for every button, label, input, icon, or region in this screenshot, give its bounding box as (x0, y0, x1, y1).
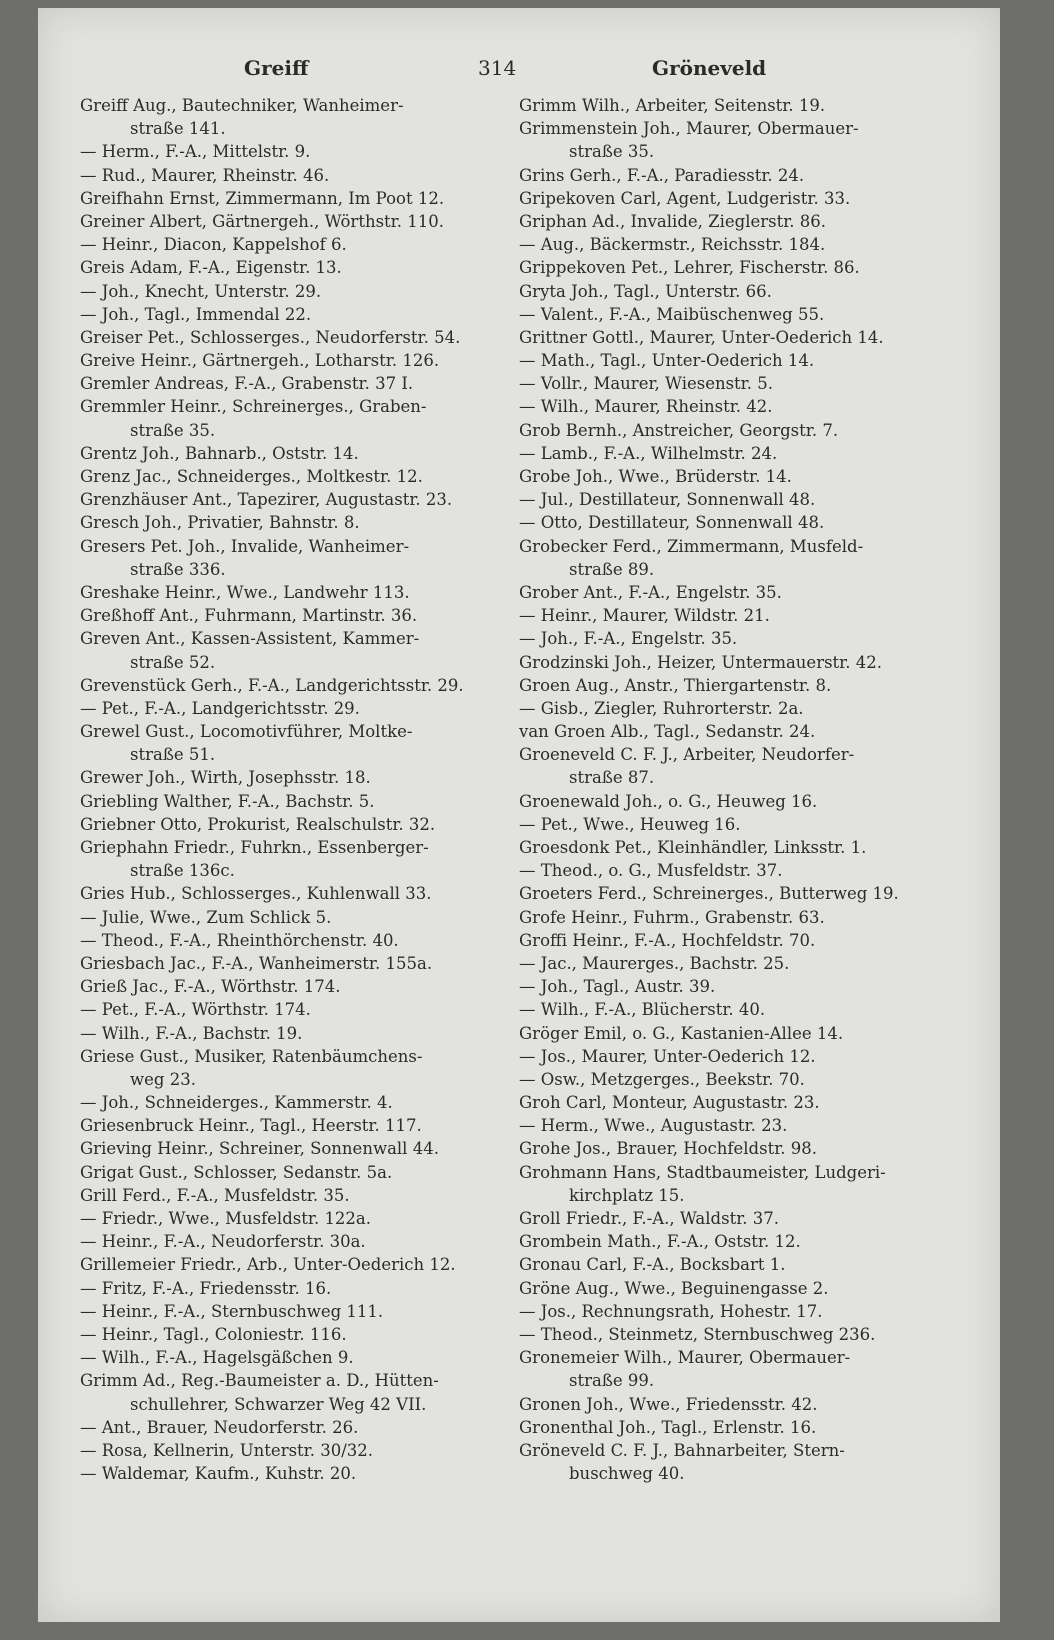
directory-entry: — Wilh., F.-A., Bachstr. 19. (80, 1023, 303, 1043)
directory-entry: Griese Gust., Musiker, Ratenbäumchens- (80, 1046, 423, 1066)
directory-entry: — Rosa, Kellnerin, Unterstr. 30/32. (80, 1440, 374, 1460)
directory-entry: — Julie, Wwe., Zum Schlick 5. (80, 907, 332, 927)
directory-entry: Gröneveld C. F. J., Bahnarbeiter, Stern- (519, 1440, 845, 1460)
directory-entry: — Aug., Bäckermstr., Reichsstr. 184. (519, 235, 826, 255)
directory-entry: Groenewald Joh., o. G., Heuweg 16. (519, 791, 818, 811)
directory-entry: Grill Ferd., F.-A., Musfeldstr. 35. (80, 1185, 350, 1205)
directory-entry: — Jul., Destillateur, Sonnenwall 48. (519, 490, 816, 510)
directory-entry: Groeneveld C. F. J., Arbeiter, Neudorfer- (519, 745, 855, 765)
directory-entry: Griesbach Jac., F.-A., Wanheimerstr. 155a. (80, 953, 433, 973)
directory-entry: Grodzinski Joh., Heizer, Untermauerstr. 42. (519, 652, 882, 672)
directory-entry: — Wilh., Maurer, Rheinstr. 42. (519, 397, 773, 417)
directory-entry: Greifhahn Ernst, Zimmermann, Im Poot 12. (80, 188, 445, 208)
directory-entry-continuation: schullehrer, Schwarzer Weg 42 VII. (130, 1394, 427, 1414)
directory-entry: Grentz Joh., Bahnarb., Oststr. 14. (80, 443, 359, 463)
directory-entry: Gresers Pet. Joh., Invalide, Wanheimer- (80, 536, 410, 556)
directory-entry: — Friedr., Wwe., Musfeldstr. 122a. (80, 1209, 372, 1228)
directory-entry: — Jos., Rechnungsrath, Hohestr. 17. (519, 1301, 823, 1321)
directory-entry: Grobecker Ferd., Zimmermann, Musfeld- (519, 536, 864, 556)
directory-entry: Gryta Joh., Tagl., Unterstr. 66. (519, 281, 772, 301)
directory-entry: — Osw., Metzgerges., Beekstr. 70. (519, 1069, 805, 1089)
directory-entry: Grohmann Hans, Stadtbaumeister, Ludgeri- (519, 1162, 886, 1182)
directory-entry: Grob Bernh., Anstreicher, Georgstr. 7. (519, 420, 839, 440)
directory-entry: Grewel Gust., Locomotivführer, Moltke- (80, 722, 413, 742)
directory-entry: Grofe Heinr., Fuhrm., Grabenstr. 63. (519, 907, 825, 927)
directory-entry: Gremmler Heinr., Schreinerges., Graben- (80, 397, 427, 417)
directory-entry: Groffi Heinr., F.-A., Hochfeldstr. 70. (519, 930, 816, 950)
directory-entry: Grillemeier Friedr., Arb., Unter-Oederich 12. (80, 1255, 456, 1275)
directory-entry: — Theod., F.-A., Rheinthörchenstr. 40. (80, 930, 399, 950)
directory-entry: Greiner Albert, Gärtnergeh., Wörthstr. 110. (80, 211, 444, 231)
directory-entry-continuation: straße 141. (130, 119, 226, 139)
directory-entry: Grigat Gust., Schlosser, Sedanstr. 5a. (80, 1162, 393, 1182)
directory-entry-continuation: straße 136c. (130, 861, 235, 881)
directory-entry: — Joh., Schneiderges., Kammerstr. 4. (80, 1093, 393, 1113)
directory-entry: Groh Carl, Monteur, Augustastr. 23. (519, 1093, 820, 1113)
directory-entry-continuation: weg 23. (130, 1069, 196, 1089)
directory-entry: Gronau Carl, F.-A., Bocksbart 1. (519, 1255, 786, 1275)
directory-entry: — Heinr., Tagl., Coloniestr. 116. (80, 1324, 347, 1344)
directory-entry: Grieß Jac., F.-A., Wörthstr. 174. (80, 977, 341, 997)
directory-entry: Greive Heinr., Gärtnergeh., Lotharstr. 126. (80, 351, 440, 371)
directory-entry: Greiff Aug., Bautechniker, Wanheimer- (80, 96, 404, 115)
directory-entry: — Joh., F.-A., Engelstr. 35. (519, 629, 738, 649)
directory-entry-continuation: straße 35. (569, 142, 655, 162)
directory-entry: Gremler Andreas, F.-A., Grabenstr. 37 I. (80, 374, 414, 394)
directory-entry: Grewer Joh., Wirth, Josephsstr. 18. (80, 768, 371, 788)
directory-entry: — Heinr., F.-A., Neudorferstr. 30a. (80, 1232, 366, 1252)
directory-entry: Grombein Math., F.-A., Oststr. 12. (519, 1232, 801, 1252)
directory-entry: Griphan Ad., Invalide, Zieglerstr. 86. (519, 211, 827, 231)
directory-entry-continuation: straße 51. (130, 745, 216, 765)
directory-entry: Griebling Walther, F.-A., Bachstr. 5. (80, 791, 375, 811)
directory-entry: — Heinr., F.-A., Sternbuschweg 111. (80, 1301, 384, 1321)
directory-entry: — Joh., Knecht, Unterstr. 29. (80, 281, 322, 301)
directory-entry: Grieving Heinr., Schreiner, Sonnenwall 44. (80, 1139, 439, 1159)
directory-entry: — Fritz, F.-A., Friedensstr. 16. (80, 1278, 332, 1298)
directory-entry: — Jac., Maurerges., Bachstr. 25. (519, 953, 790, 973)
directory-entry: — Otto, Destillateur, Sonnenwall 48. (519, 513, 825, 533)
directory-entry: — Valent., F.-A., Maibüschenweg 55. (519, 304, 825, 324)
directory-entry-continuation: straße 99. (569, 1371, 655, 1391)
directory-entry-continuation: straße 89. (569, 559, 655, 579)
directory-entry: — Gisb., Ziegler, Ruhrorterstr. 2a. (519, 698, 804, 718)
directory-entry: Gronemeier Wilh., Maurer, Obermauer- (519, 1348, 851, 1368)
directory-entry: — Pet., F.-A., Landgerichtsstr. 29. (80, 698, 360, 718)
directory-entry: — Joh., Tagl., Immendal 22. (80, 304, 312, 324)
directory-entry: Grippekoven Pet., Lehrer, Fischerstr. 86. (519, 258, 860, 278)
directory-entry: Grimmenstein Joh., Maurer, Obermauer- (519, 119, 859, 139)
page-number: 314 (478, 56, 517, 80)
directory-entry: — Wilh., F.-A., Blücherstr. 40. (519, 1000, 766, 1020)
directory-entry: — Waldemar, Kaufm., Kuhstr. 20. (80, 1464, 357, 1484)
directory-entry: — Wilh., F.-A., Hagelsgäßchen 9. (80, 1348, 354, 1368)
directory-entry: Gronenthal Joh., Tagl., Erlenstr. 16. (519, 1417, 817, 1437)
directory-entry-continuation: kirchplatz 15. (569, 1185, 685, 1205)
directory-entry: — Theod., Steinmetz, Sternbuschweg 236. (519, 1324, 876, 1344)
directory-entry: Greven Ant., Kassen-Assistent, Kammer- (80, 629, 420, 649)
directory-entry-continuation: straße 35. (130, 420, 216, 440)
right-column (519, 94, 939, 1485)
directory-entry: Gresch Joh., Privatier, Bahnstr. 8. (80, 513, 360, 533)
directory-entry: Grober Ant., F.-A., Engelstr. 35. (519, 582, 782, 602)
directory-entry: — Math., Tagl., Unter-Oederich 14. (519, 351, 815, 371)
directory-entry: Groen Aug., Anstr., Thiergartenstr. 8. (519, 675, 832, 695)
directory-entry: — Herm., Wwe., Augustastr. 23. (519, 1116, 788, 1136)
directory-entry: — Ant., Brauer, Neudorferstr. 26. (80, 1417, 359, 1437)
directory-entry: — Rud., Maurer, Rheinstr. 46. (80, 165, 330, 185)
directory-entry: Gröger Emil, o. G., Kastanien-Allee 14. (519, 1023, 844, 1043)
directory-entry: Groesdonk Pet., Kleinhändler, Linksstr. 1. (519, 838, 867, 857)
directory-entry: Grimm Ad., Reg.-Baumeister a. D., Hütten- (80, 1371, 439, 1391)
directory-entry: Greshake Heinr., Wwe., Landwehr 113. (80, 582, 410, 602)
directory-entry: Gronen Joh., Wwe., Friedensstr. 42. (519, 1394, 818, 1414)
directory-entry: — Vollr., Maurer, Wiesenstr. 5. (519, 374, 773, 394)
directory-entry: — Lamb., F.-A., Wilhelmstr. 24. (519, 443, 778, 463)
directory-entry: Greis Adam, F.-A., Eigenstr. 13. (80, 258, 342, 278)
directory-entry: — Jos., Maurer, Unter-Oederich 12. (519, 1046, 816, 1066)
directory-entry-continuation: straße 87. (569, 768, 655, 788)
directory-entry: Griephahn Friedr., Fuhrkn., Essenberger- (80, 838, 429, 857)
directory-entry: Grittner Gottl., Maurer, Unter-Oederich 14. (519, 327, 884, 347)
directory-entry: Grimm Wilh., Arbeiter, Seitenstr. 19. (519, 96, 826, 115)
directory-entry: Grenzhäuser Ant., Tapezirer, Augustastr. 23. (80, 490, 453, 510)
directory-entry-continuation: buschweg 40. (569, 1464, 685, 1484)
directory-entry: — Theod., o. G., Musfeldstr. 37. (519, 861, 783, 881)
directory-entry: Greßhoff Ant., Fuhrmann, Martinstr. 36. (80, 606, 418, 626)
directory-entry: — Heinr., Maurer, Wildstr. 21. (519, 606, 770, 626)
directory-entry: Grohe Jos., Brauer, Hochfeldstr. 98. (519, 1139, 817, 1159)
directory-entry: Grobe Joh., Wwe., Brüderstr. 14. (519, 467, 792, 486)
directory-entry: Groeters Ferd., Schreinerges., Butterweg 19. (519, 884, 899, 904)
directory-entry: — Herm., F.-A., Mittelstr. 9. (80, 142, 311, 162)
directory-entry: Grevenstück Gerh., F.-A., Landgerichtsstr. 29. (80, 675, 464, 695)
directory-entry: — Heinr., Diacon, Kappelshof 6. (80, 235, 347, 255)
directory-entry-continuation: straße 336. (130, 559, 226, 579)
directory-entry: van Groen Alb., Tagl., Sedanstr. 24. (519, 722, 816, 742)
directory-entry: Gripekoven Carl, Agent, Ludgeristr. 33. (519, 188, 851, 208)
directory-entry: — Pet., Wwe., Heuweg 16. (519, 814, 741, 834)
directory-entry: Greiser Pet., Schlosserges., Neudorferstr. 54. (80, 327, 461, 347)
directory-entry: Gröne Aug., Wwe., Beguinengasse 2. (519, 1278, 829, 1298)
directory-entry: Grins Gerh., F.-A., Paradiesstr. 24. (519, 165, 805, 185)
directory-entry-continuation: straße 52. (130, 652, 216, 672)
directory-entry: Griebner Otto, Prokurist, Realschulstr. 32. (80, 814, 436, 834)
directory-entry: — Joh., Tagl., Austr. 39. (519, 977, 716, 997)
directory-entry: Griesenbruck Heinr., Tagl., Heerstr. 117. (80, 1116, 422, 1136)
directory-entry: Grenz Jac., Schneiderges., Moltkestr. 12. (80, 467, 423, 486)
left-column (80, 94, 500, 1485)
directory-entry: — Pet., F.-A., Wörthstr. 174. (80, 1000, 311, 1020)
directory-entry: Groll Friedr., F.-A., Waldstr. 37. (519, 1209, 780, 1228)
running-head-right: Gröneveld (652, 56, 767, 80)
running-head-left: Greiff (244, 56, 309, 80)
directory-entry: Gries Hub., Schlosserges., Kuhlenwall 33. (80, 884, 432, 904)
